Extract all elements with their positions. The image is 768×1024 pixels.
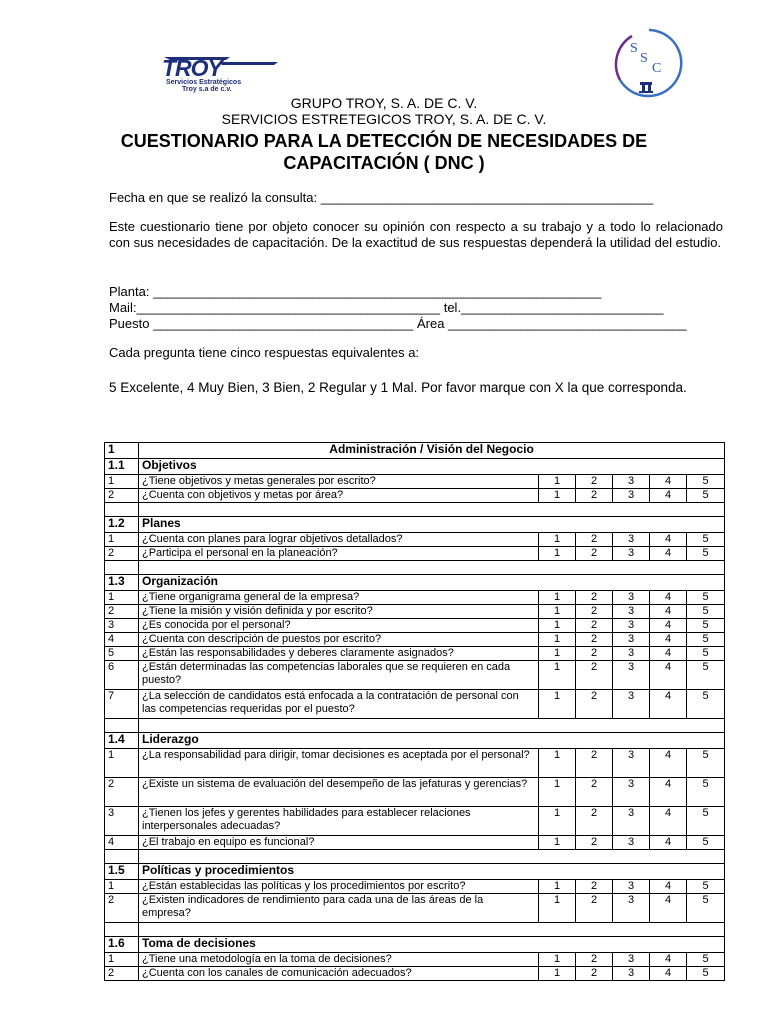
score-option-2[interactable]: 2: [576, 967, 613, 981]
score-option-2[interactable]: 2: [576, 605, 613, 619]
score-option-4[interactable]: 4: [650, 778, 687, 807]
section-header-row: [105, 517, 725, 533]
section-header-row: [105, 733, 725, 749]
score-option-4[interactable]: 4: [650, 489, 687, 503]
question-text: ¿Cuenta con objetivos y metas por área?: [139, 489, 539, 503]
score-option-2[interactable]: 2: [576, 894, 613, 923]
date-field: Fecha en que se realizó la consulta: ______________________________________________: [109, 190, 654, 205]
score-option-1[interactable]: 1: [539, 489, 576, 503]
question-text: ¿El trabajo en equipo es funcional?: [139, 836, 539, 850]
blank-cell: [139, 561, 725, 575]
question-row: [105, 475, 725, 489]
score-option-4[interactable]: 4: [650, 547, 687, 561]
question-number: 1: [105, 749, 139, 778]
question-number: 3: [105, 619, 139, 633]
question-text: ¿Tiene la misión y visión definida y por escrito?: [139, 605, 539, 619]
section-header-row: [105, 459, 725, 475]
question-number: 4: [105, 633, 139, 647]
scale-intro: Cada pregunta tiene cinco respuestas equivalentes a:: [109, 345, 420, 360]
section-title: Objetivos: [139, 459, 725, 475]
questionnaire-table: [104, 442, 725, 981]
score-option-1[interactable]: 1: [539, 605, 576, 619]
question-number: 2: [105, 489, 139, 503]
score-option-5[interactable]: 5: [687, 880, 725, 894]
score-option-2[interactable]: 2: [576, 633, 613, 647]
score-option-1[interactable]: 1: [539, 967, 576, 981]
score-option-2[interactable]: 2: [576, 533, 613, 547]
blank-cell: [139, 923, 725, 937]
score-option-2[interactable]: 2: [576, 836, 613, 850]
question-row: [105, 489, 725, 503]
question-row: [105, 894, 725, 923]
question-number: 7: [105, 690, 139, 719]
question-number: 1: [105, 880, 139, 894]
score-option-4[interactable]: 4: [650, 605, 687, 619]
score-option-5[interactable]: 5: [687, 894, 725, 923]
score-option-1[interactable]: 1: [539, 647, 576, 661]
score-option-5[interactable]: 5: [687, 489, 725, 503]
score-option-5[interactable]: 5: [687, 807, 725, 836]
score-option-2[interactable]: 2: [576, 489, 613, 503]
score-option-5[interactable]: 5: [687, 547, 725, 561]
troy-wordmark: TROY: [162, 55, 222, 81]
score-option-5[interactable]: 5: [687, 619, 725, 633]
question-number: 4: [105, 836, 139, 850]
score-option-4[interactable]: 4: [650, 880, 687, 894]
question-number: 2: [105, 894, 139, 923]
score-option-3[interactable]: 3: [613, 690, 650, 719]
score-option-5[interactable]: 5: [687, 836, 725, 850]
question-number: 1: [105, 475, 139, 489]
score-option-2[interactable]: 2: [576, 880, 613, 894]
score-option-5[interactable]: 5: [687, 591, 725, 605]
blank-cell: [105, 850, 139, 864]
score-option-2[interactable]: 2: [576, 807, 613, 836]
question-number: 5: [105, 647, 139, 661]
section-number: 1.5: [105, 864, 139, 880]
question-text: ¿Tienen los jefes y gerentes habilidades para establecer relaciones interpersonales adecuadas?: [139, 807, 539, 836]
score-option-4[interactable]: 4: [650, 619, 687, 633]
score-option-5[interactable]: 5: [687, 953, 725, 967]
score-option-4[interactable]: 4: [650, 591, 687, 605]
score-option-5[interactable]: 5: [687, 749, 725, 778]
question-number: 2: [105, 605, 139, 619]
score-option-3[interactable]: 3: [613, 661, 650, 690]
score-option-4[interactable]: 4: [650, 807, 687, 836]
score-option-4[interactable]: 4: [650, 967, 687, 981]
score-option-1[interactable]: 1: [539, 836, 576, 850]
section-title: Políticas y procedimientos: [139, 864, 725, 880]
score-option-2[interactable]: 2: [576, 591, 613, 605]
score-option-4[interactable]: 4: [650, 894, 687, 923]
score-option-3[interactable]: 3: [613, 807, 650, 836]
score-option-3[interactable]: 3: [613, 778, 650, 807]
score-option-3[interactable]: 3: [613, 619, 650, 633]
question-row: [105, 605, 725, 619]
score-option-4[interactable]: 4: [650, 690, 687, 719]
score-option-5[interactable]: 5: [687, 475, 725, 489]
section-title: Organización: [139, 575, 725, 591]
question-number: 1: [105, 953, 139, 967]
blank-cell: [139, 719, 725, 733]
question-row: [105, 836, 725, 850]
score-option-1[interactable]: 1: [539, 880, 576, 894]
ssc-letters: S S C: [630, 41, 662, 76]
question-text: ¿Cuenta con planes para lograr objetivos detallados?: [139, 533, 539, 547]
question-row: [105, 661, 725, 690]
score-option-1[interactable]: 1: [539, 749, 576, 778]
position-area-field: Puesto ____________________________________ Área _________________________________: [109, 316, 687, 331]
blank-cell: [139, 503, 725, 517]
score-option-1[interactable]: 1: [539, 633, 576, 647]
score-option-3[interactable]: 3: [613, 489, 650, 503]
score-option-2[interactable]: 2: [576, 475, 613, 489]
company-name: GRUPO TROY, S. A. DE C. V.: [290, 95, 478, 111]
section-header-row: [105, 575, 725, 591]
subsidiary-name: SERVICIOS ESTRETEGICOS TROY, S. A. DE C. V.: [221, 111, 547, 127]
score-option-3[interactable]: 3: [613, 749, 650, 778]
section-number: 1.4: [105, 733, 139, 749]
question-row: [105, 547, 725, 561]
question-row: [105, 880, 725, 894]
score-option-4[interactable]: 4: [650, 749, 687, 778]
score-option-3[interactable]: 3: [613, 533, 650, 547]
score-option-3[interactable]: 3: [613, 894, 650, 923]
question-row: [105, 690, 725, 719]
question-text: ¿Están establecidas las políticas y los procedimientos por escrito?: [139, 880, 539, 894]
score-option-5[interactable]: 5: [687, 967, 725, 981]
troy-logo-line1: Servicios Estratégicos: [166, 79, 242, 86]
score-option-4[interactable]: 4: [650, 661, 687, 690]
question-row: [105, 633, 725, 647]
score-option-2[interactable]: 2: [576, 647, 613, 661]
question-row: [105, 967, 725, 981]
blank-row: [105, 503, 725, 517]
question-number: 6: [105, 661, 139, 690]
question-row: [105, 647, 725, 661]
intro-paragraph: Este cuestionario tiene por objeto conocer su opinión con respecto a su trabajo y a todo lo relacionado con sus necesidades de capacitación. De la exactitud de sus respuestas dependerá la utilidad del estudio.: [109, 219, 723, 250]
section-number: 1.2: [105, 517, 139, 533]
score-option-5[interactable]: 5: [687, 661, 725, 690]
score-option-3[interactable]: 3: [613, 547, 650, 561]
score-option-4[interactable]: 4: [650, 836, 687, 850]
score-option-3[interactable]: 3: [613, 953, 650, 967]
question-text: ¿Es conocida por el personal?: [139, 619, 539, 633]
section-title: Toma de decisiones: [139, 937, 725, 953]
score-option-3[interactable]: 3: [613, 836, 650, 850]
question-row: [105, 591, 725, 605]
score-option-5[interactable]: 5: [687, 533, 725, 547]
score-option-2[interactable]: 2: [576, 690, 613, 719]
blank-row: [105, 923, 725, 937]
table-title-row: [105, 443, 725, 459]
score-option-4[interactable]: 4: [650, 633, 687, 647]
score-option-2[interactable]: 2: [576, 749, 613, 778]
section-number: 1.3: [105, 575, 139, 591]
question-row: [105, 953, 725, 967]
score-option-1[interactable]: 1: [539, 894, 576, 923]
section-header-row: [105, 864, 725, 880]
score-option-2[interactable]: 2: [576, 661, 613, 690]
mail-tel-field: Mail:__________________________________________ tel.____________________________: [109, 300, 664, 315]
section-number: 1.6: [105, 937, 139, 953]
blank-cell: [139, 850, 725, 864]
score-option-5[interactable]: 5: [687, 605, 725, 619]
score-option-2[interactable]: 2: [576, 547, 613, 561]
question-text: ¿La responsabilidad para dirigir, tomar decisiones es aceptada por el personal?: [139, 749, 539, 778]
table-title: Administración / Visión del Negocio: [139, 443, 725, 459]
score-option-5[interactable]: 5: [687, 778, 725, 807]
score-option-4[interactable]: 4: [650, 475, 687, 489]
section-header-row: [105, 937, 725, 953]
blank-cell: [105, 923, 139, 937]
question-row: [105, 807, 725, 836]
score-option-2[interactable]: 2: [576, 778, 613, 807]
ssc-logo: [612, 28, 686, 98]
section-title: Planes: [139, 517, 725, 533]
question-text: ¿Tiene objetivos y metas generales por escrito?: [139, 475, 539, 489]
question-number: 2: [105, 967, 139, 981]
troy-logo: [160, 54, 280, 94]
question-number: 1: [105, 591, 139, 605]
question-text: ¿Existe un sistema de evaluación del desempeño de las jefaturas y gerencias?: [139, 778, 539, 807]
score-option-1[interactable]: 1: [539, 591, 576, 605]
score-option-4[interactable]: 4: [650, 953, 687, 967]
question-row: [105, 749, 725, 778]
table-number: 1: [105, 443, 139, 459]
score-option-4[interactable]: 4: [650, 533, 687, 547]
score-option-3[interactable]: 3: [613, 605, 650, 619]
question-text: ¿Existen indicadores de rendimiento para cada una de las áreas de la empresa?: [139, 894, 539, 923]
blank-cell: [105, 503, 139, 517]
section-title: Liderazgo: [139, 733, 725, 749]
title-line-2: CAPACITACIÓN ( DNC ): [283, 153, 485, 173]
score-option-1[interactable]: 1: [539, 807, 576, 836]
blank-cell: [105, 561, 139, 575]
score-option-3[interactable]: 3: [613, 475, 650, 489]
question-text: ¿La selección de candidatos está enfocada a la contratación de personal con las competencias requeridas por el puesto?: [139, 690, 539, 719]
score-option-4[interactable]: 4: [650, 647, 687, 661]
score-option-1[interactable]: 1: [539, 690, 576, 719]
score-option-5[interactable]: 5: [687, 633, 725, 647]
score-option-1[interactable]: 1: [539, 533, 576, 547]
score-option-1[interactable]: 1: [539, 778, 576, 807]
score-option-3[interactable]: 3: [613, 633, 650, 647]
document-title: [0, 130, 768, 174]
score-option-2[interactable]: 2: [576, 619, 613, 633]
score-option-5[interactable]: 5: [687, 690, 725, 719]
score-option-1[interactable]: 1: [539, 619, 576, 633]
question-row: [105, 619, 725, 633]
score-option-3[interactable]: 3: [613, 647, 650, 661]
question-row: [105, 533, 725, 547]
question-number: 2: [105, 547, 139, 561]
question-text: ¿Cuenta con descripción de puestos por escrito?: [139, 633, 539, 647]
question-number: 3: [105, 807, 139, 836]
question-text: ¿Cuenta con los canales de comunicación adecuados?: [139, 967, 539, 981]
blank-row: [105, 850, 725, 864]
question-text: ¿Tiene organigrama general de la empresa?: [139, 591, 539, 605]
scale-description: 5 Excelente, 4 Muy Bien, 3 Bien, 2 Regular y 1 Mal. Por favor marque con X la que corresponda.: [109, 380, 687, 395]
troy-logo-line2: Troy s.a de c.v.: [182, 86, 232, 93]
question-row: [105, 778, 725, 807]
plant-field: Planta: ______________________________________________________________: [109, 284, 602, 299]
score-option-3[interactable]: 3: [613, 591, 650, 605]
score-option-3[interactable]: 3: [613, 967, 650, 981]
question-text: ¿Están determinadas las competencias laborales que se requieren en cada puesto?: [139, 661, 539, 690]
score-option-1[interactable]: 1: [539, 661, 576, 690]
question-number: 1: [105, 533, 139, 547]
section-number: 1.1: [105, 459, 139, 475]
question-text: ¿Participa el personal en la planeación?: [139, 547, 539, 561]
question-text: ¿Tiene una metodología en la toma de decisiones?: [139, 953, 539, 967]
score-option-2[interactable]: 2: [576, 953, 613, 967]
question-text: ¿Están las responsabilidades y deberes claramente asignados?: [139, 647, 539, 661]
question-number: 2: [105, 778, 139, 807]
score-option-1[interactable]: 1: [539, 547, 576, 561]
blank-cell: [105, 719, 139, 733]
blank-row: [105, 719, 725, 733]
score-option-3[interactable]: 3: [613, 880, 650, 894]
score-option-1[interactable]: 1: [539, 475, 576, 489]
blank-row: [105, 561, 725, 575]
title-line-1: CUESTIONARIO PARA LA DETECCIÓN DE NECESIDADES DE: [120, 131, 648, 151]
score-option-1[interactable]: 1: [539, 953, 576, 967]
score-option-5[interactable]: 5: [687, 647, 725, 661]
